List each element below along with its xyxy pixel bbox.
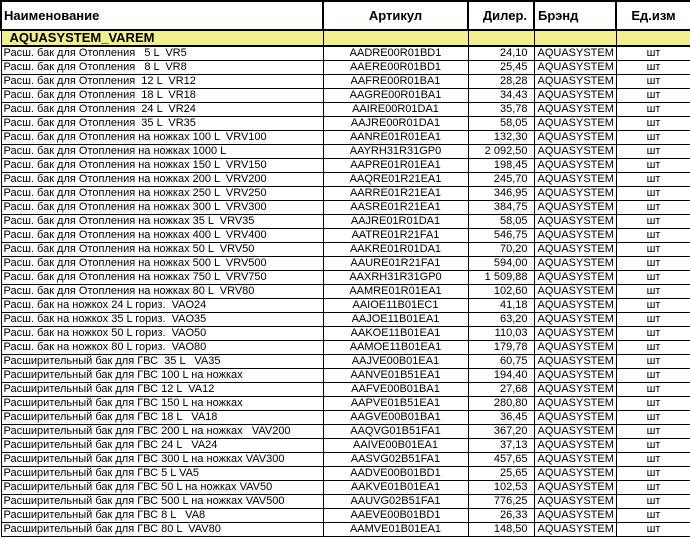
table-row: [1, 243, 690, 257]
cell-name: Расширительный бак для ГВС 300 L на ножках VAV300: [1, 453, 323, 467]
cell-name: Расширительный бак для ГВС 5 L VA5: [1, 467, 323, 481]
cell-unit: шт: [616, 425, 690, 439]
cell-brand: AQUASYSTEM: [534, 75, 616, 89]
column-header-articul: Артикул: [323, 1, 468, 30]
group-empty-cell-brand: [534, 30, 616, 46]
cell-dealer: 198,45: [468, 159, 534, 173]
column-header-name: Наименование: [1, 1, 323, 30]
cell-brand: AQUASYSTEM: [534, 397, 616, 411]
cell-articul: AAIOE11B01EC1: [323, 299, 468, 313]
table-row: [1, 285, 690, 299]
cell-unit: шт: [616, 75, 690, 89]
cell-name: Расш. бак для Отопления 5 L VR5: [1, 46, 323, 61]
cell-dealer: 60,75: [468, 355, 534, 369]
table-row: [1, 411, 690, 425]
table-row: [1, 257, 690, 271]
table-row: [1, 523, 690, 537]
cell-dealer: 132,30: [468, 131, 534, 145]
cell-articul: AAERE00R01BD1: [323, 61, 468, 75]
cell-dealer: 58,05: [468, 117, 534, 131]
cell-brand: AQUASYSTEM: [534, 341, 616, 355]
table-row: [1, 341, 690, 355]
cell-dealer: 102,60: [468, 285, 534, 299]
table-row: [1, 271, 690, 285]
cell-name: Расширительный бак для ГВС 24 L VA24: [1, 439, 323, 453]
cell-dealer: 26,33: [468, 509, 534, 523]
cell-brand: AQUASYSTEM: [534, 145, 616, 159]
cell-brand: AQUASYSTEM: [534, 495, 616, 509]
cell-name: Расширительный бак для ГВС 8 L VA8: [1, 509, 323, 523]
cell-unit: шт: [616, 271, 690, 285]
table-row: [1, 355, 690, 369]
table-row: [1, 453, 690, 467]
cell-dealer: 367,20: [468, 425, 534, 439]
cell-articul: AAGRE00R01BA1: [323, 89, 468, 103]
cell-brand: AQUASYSTEM: [534, 523, 616, 537]
cell-brand: AQUASYSTEM: [534, 201, 616, 215]
cell-dealer: 36,45: [468, 411, 534, 425]
table-row: [1, 89, 690, 103]
table-row: [1, 61, 690, 75]
cell-unit: шт: [616, 327, 690, 341]
cell-brand: AQUASYSTEM: [534, 103, 616, 117]
cell-articul: AASRE01R21EA1: [323, 201, 468, 215]
table-row: [1, 369, 690, 383]
cell-brand: AQUASYSTEM: [534, 61, 616, 75]
cell-dealer: 194,40: [468, 369, 534, 383]
cell-brand: AQUASYSTEM: [534, 425, 616, 439]
cell-unit: шт: [616, 313, 690, 327]
cell-dealer: 1 509,88: [468, 271, 534, 285]
cell-unit: шт: [616, 285, 690, 299]
cell-dealer: 25,45: [468, 61, 534, 75]
cell-articul: AAJOE11B01EA1: [323, 313, 468, 327]
cell-brand: AQUASYSTEM: [534, 481, 616, 495]
cell-unit: шт: [616, 117, 690, 131]
cell-name: Расширительный бак для ГВС 500 L на ножках VAV500: [1, 495, 323, 509]
cell-unit: шт: [616, 467, 690, 481]
cell-unit: шт: [616, 369, 690, 383]
group-empty-cell-articul: [323, 30, 468, 46]
cell-articul: AAXRH31R31GP0: [323, 271, 468, 285]
cell-dealer: 346,95: [468, 187, 534, 201]
cell-brand: AQUASYSTEM: [534, 439, 616, 453]
cell-brand: AQUASYSTEM: [534, 453, 616, 467]
cell-brand: AQUASYSTEM: [534, 215, 616, 229]
cell-name: Расш. бак для Отопления на ножках 80 L VRV80: [1, 285, 323, 299]
cell-dealer: 35,78: [468, 103, 534, 117]
cell-articul: AAFRE00R01BA1: [323, 75, 468, 89]
cell-name: Расш. бак на ножкох 50 L гориз. VAO50: [1, 327, 323, 341]
table-row: [1, 425, 690, 439]
cell-brand: AQUASYSTEM: [534, 411, 616, 425]
cell-unit: шт: [616, 215, 690, 229]
cell-name: Расш. бак для Отопления 8 L VR8: [1, 61, 323, 75]
cell-articul: AAURE01R21FA1: [323, 257, 468, 271]
table-row: [1, 75, 690, 89]
cell-name: Расширительный бак для ГВС 100 L на ножках: [1, 369, 323, 383]
cell-unit: шт: [616, 103, 690, 117]
cell-name: Расш. бак для Отопления 24 L VR24: [1, 103, 323, 117]
cell-dealer: 384,75: [468, 201, 534, 215]
cell-unit: шт: [616, 523, 690, 537]
cell-unit: шт: [616, 61, 690, 75]
table-row: [1, 383, 690, 397]
cell-articul: AAJVE00B01EA1: [323, 355, 468, 369]
table-row: [1, 439, 690, 453]
cell-name: Расш. бак для Отопления на ножках 250 L VRV250: [1, 187, 323, 201]
table-row: [1, 299, 690, 313]
cell-articul: AANRE01R01EA1: [323, 131, 468, 145]
cell-name: Расш. бак на ножкох 24 L гориз. VAO24: [1, 299, 323, 313]
table-row: [1, 131, 690, 145]
cell-name: Расш. бак для Отопления на ножках 400 L VRV400: [1, 229, 323, 243]
cell-name: Расш. бак для Отопления на ножках 150 L VRV150: [1, 159, 323, 173]
cell-brand: AQUASYSTEM: [534, 285, 616, 299]
cell-brand: AQUASYSTEM: [534, 355, 616, 369]
cell-name: Расширительный бак для ГВС 150 L на ножках: [1, 397, 323, 411]
cell-name: Расш. бак для Отопления 12 L VR12: [1, 75, 323, 89]
table-row: [1, 509, 690, 523]
cell-dealer: 776,25: [468, 495, 534, 509]
cell-unit: шт: [616, 509, 690, 523]
cell-name: Расш. бак для Отопления 35 L VR35: [1, 117, 323, 131]
group-header-row: [1, 30, 690, 46]
cell-dealer: 63,20: [468, 313, 534, 327]
group-title: AQUASYSTEM_VAREM: [1, 30, 323, 46]
cell-articul: AAYRH31R31GP0: [323, 145, 468, 159]
cell-brand: AQUASYSTEM: [534, 509, 616, 523]
table-row: [1, 397, 690, 411]
cell-brand: AQUASYSTEM: [534, 89, 616, 103]
cell-name: Расш. бак для Отопления на ножках 750 L VRV750: [1, 271, 323, 285]
cell-brand: AQUASYSTEM: [534, 117, 616, 131]
cell-brand: AQUASYSTEM: [534, 187, 616, 201]
cell-articul: AAKRE01R01DA1: [323, 243, 468, 257]
cell-dealer: 2 092,50: [468, 145, 534, 159]
cell-articul: AAPRE01R01EA1: [323, 159, 468, 173]
cell-dealer: 102,53: [468, 481, 534, 495]
cell-articul: AAGVE00B01BA1: [323, 411, 468, 425]
cell-dealer: 546,75: [468, 229, 534, 243]
cell-name: Расш. бак на ножкох 35 L гориз. VAO35: [1, 313, 323, 327]
cell-brand: AQUASYSTEM: [534, 229, 616, 243]
cell-brand: AQUASYSTEM: [534, 159, 616, 173]
cell-dealer: 58,05: [468, 215, 534, 229]
table-row: [1, 159, 690, 173]
cell-brand: AQUASYSTEM: [534, 313, 616, 327]
cell-dealer: 24,10: [468, 46, 534, 61]
cell-name: Расш. бак для Отопления на ножках 1000 L: [1, 145, 323, 159]
cell-name: Расш. бак для Отопления на ножках 200 L VRV200: [1, 173, 323, 187]
cell-unit: шт: [616, 439, 690, 453]
column-header-brand: Брэнд: [534, 1, 616, 30]
cell-unit: шт: [616, 159, 690, 173]
cell-dealer: 457,65: [468, 453, 534, 467]
cell-name: Расширительный бак для ГВС 50 L на ножках VAV50: [1, 481, 323, 495]
cell-articul: AAKVE01B01EA1: [323, 481, 468, 495]
cell-dealer: 70,20: [468, 243, 534, 257]
table-row: [1, 187, 690, 201]
cell-dealer: 594,00: [468, 257, 534, 271]
cell-dealer: 179,78: [468, 341, 534, 355]
cell-brand: AQUASYSTEM: [534, 173, 616, 187]
cell-unit: шт: [616, 243, 690, 257]
cell-unit: шт: [616, 89, 690, 103]
table-row: [1, 46, 690, 61]
cell-name: Расш. бак для Отопления 18 L VR18: [1, 89, 323, 103]
cell-name: Расш. бак для Отопления на ножках 300 L VRV300: [1, 201, 323, 215]
cell-unit: шт: [616, 453, 690, 467]
cell-articul: AAMOE11B01EA1: [323, 341, 468, 355]
cell-name: Расширительный бак для ГВС 35 L VA35: [1, 355, 323, 369]
table-row: [1, 467, 690, 481]
table-row: [1, 117, 690, 131]
cell-articul: AADVE00B01BD1: [323, 467, 468, 481]
group-empty-cell-unit: [616, 30, 690, 46]
column-header-row: [1, 1, 690, 30]
table-row: [1, 313, 690, 327]
cell-name: Расширительный бак для ГВС 200 L на ножках VAV200: [1, 425, 323, 439]
cell-name: Расширительный бак для ГВС 18 L VA18: [1, 411, 323, 425]
cell-unit: шт: [616, 355, 690, 369]
cell-brand: AQUASYSTEM: [534, 467, 616, 481]
cell-brand: AQUASYSTEM: [534, 369, 616, 383]
cell-articul: AAUVG02B51FA1: [323, 495, 468, 509]
cell-articul: AAQVG01B51FA1: [323, 425, 468, 439]
table-row: [1, 229, 690, 243]
cell-brand: AQUASYSTEM: [534, 271, 616, 285]
cell-articul: AASVG02B51FA1: [323, 453, 468, 467]
table-row: [1, 481, 690, 495]
cell-unit: шт: [616, 229, 690, 243]
cell-unit: шт: [616, 481, 690, 495]
cell-dealer: 280,80: [468, 397, 534, 411]
cell-dealer: 34,43: [468, 89, 534, 103]
cell-dealer: 37,13: [468, 439, 534, 453]
cell-name: Расш. бак для Отопления на ножках 50 L VRV50: [1, 243, 323, 257]
cell-articul: AARRE01R21EA1: [323, 187, 468, 201]
cell-brand: AQUASYSTEM: [534, 383, 616, 397]
cell-articul: AADRE00R01BD1: [323, 46, 468, 61]
cell-articul: AANVE01B51EA1: [323, 369, 468, 383]
cell-articul: AAFVE00B01BA1: [323, 383, 468, 397]
cell-articul: AAJRE00R01DA1: [323, 117, 468, 131]
cell-articul: AATRE01R21FA1: [323, 229, 468, 243]
cell-name: Расширительный бак для ГВС 80 L VAV80: [1, 523, 323, 537]
group-empty-cell-dealer: [468, 30, 534, 46]
cell-name: Расширительный бак для ГВС 12 L VA12: [1, 383, 323, 397]
table-row: [1, 495, 690, 509]
cell-dealer: 41,18: [468, 299, 534, 313]
column-header-unit: Ед.изм: [616, 1, 690, 30]
cell-brand: AQUASYSTEM: [534, 131, 616, 145]
cell-unit: шт: [616, 46, 690, 61]
cell-dealer: 28,28: [468, 75, 534, 89]
cell-articul: AAMVE01B01EA1: [323, 523, 468, 537]
cell-name: Расш. бак для Отопления на ножках 500 L VRV500: [1, 257, 323, 271]
cell-unit: шт: [616, 173, 690, 187]
table-row: [1, 103, 690, 117]
cell-unit: шт: [616, 187, 690, 201]
cell-dealer: 148,50: [468, 523, 534, 537]
cell-brand: AQUASYSTEM: [534, 257, 616, 271]
table-row: [1, 201, 690, 215]
table-row: [1, 173, 690, 187]
cell-name: Расш. бак для Отопления на ножках 100 L VRV100: [1, 131, 323, 145]
cell-brand: AQUASYSTEM: [534, 327, 616, 341]
cell-unit: шт: [616, 299, 690, 313]
cell-unit: шт: [616, 383, 690, 397]
cell-articul: AAKOE11B01EA1: [323, 327, 468, 341]
cell-dealer: 110,03: [468, 327, 534, 341]
column-header-dealer: Дилер.: [468, 1, 534, 30]
cell-brand: AQUASYSTEM: [534, 46, 616, 61]
cell-articul: AAEVE00B01BD1: [323, 509, 468, 523]
table-row: [1, 327, 690, 341]
table-row: [1, 215, 690, 229]
cell-articul: AAIRE00R01DA1: [323, 103, 468, 117]
cell-unit: шт: [616, 495, 690, 509]
cell-unit: шт: [616, 257, 690, 271]
cell-unit: шт: [616, 131, 690, 145]
cell-unit: шт: [616, 411, 690, 425]
cell-name: Расш. бак на ножкох 80 L гориз. VAO80: [1, 341, 323, 355]
table-row: [1, 145, 690, 159]
cell-articul: AAPVE01B51EA1: [323, 397, 468, 411]
cell-name: Расш. бак для Отопления на ножках 35 L VRV35: [1, 215, 323, 229]
cell-dealer: 25,65: [468, 467, 534, 481]
cell-brand: AQUASYSTEM: [534, 243, 616, 257]
cell-unit: шт: [616, 145, 690, 159]
cell-dealer: 245,70: [468, 173, 534, 187]
cell-articul: AAMRE01R01EA1: [323, 285, 468, 299]
cell-articul: AAJRE01R01DA1: [323, 215, 468, 229]
cell-articul: AAIVE00B01EA1: [323, 439, 468, 453]
cell-articul: AAQRE01R21EA1: [323, 173, 468, 187]
cell-unit: шт: [616, 397, 690, 411]
cell-unit: шт: [616, 341, 690, 355]
cell-dealer: 27,68: [468, 383, 534, 397]
cell-unit: шт: [616, 201, 690, 215]
cell-brand: AQUASYSTEM: [534, 299, 616, 313]
